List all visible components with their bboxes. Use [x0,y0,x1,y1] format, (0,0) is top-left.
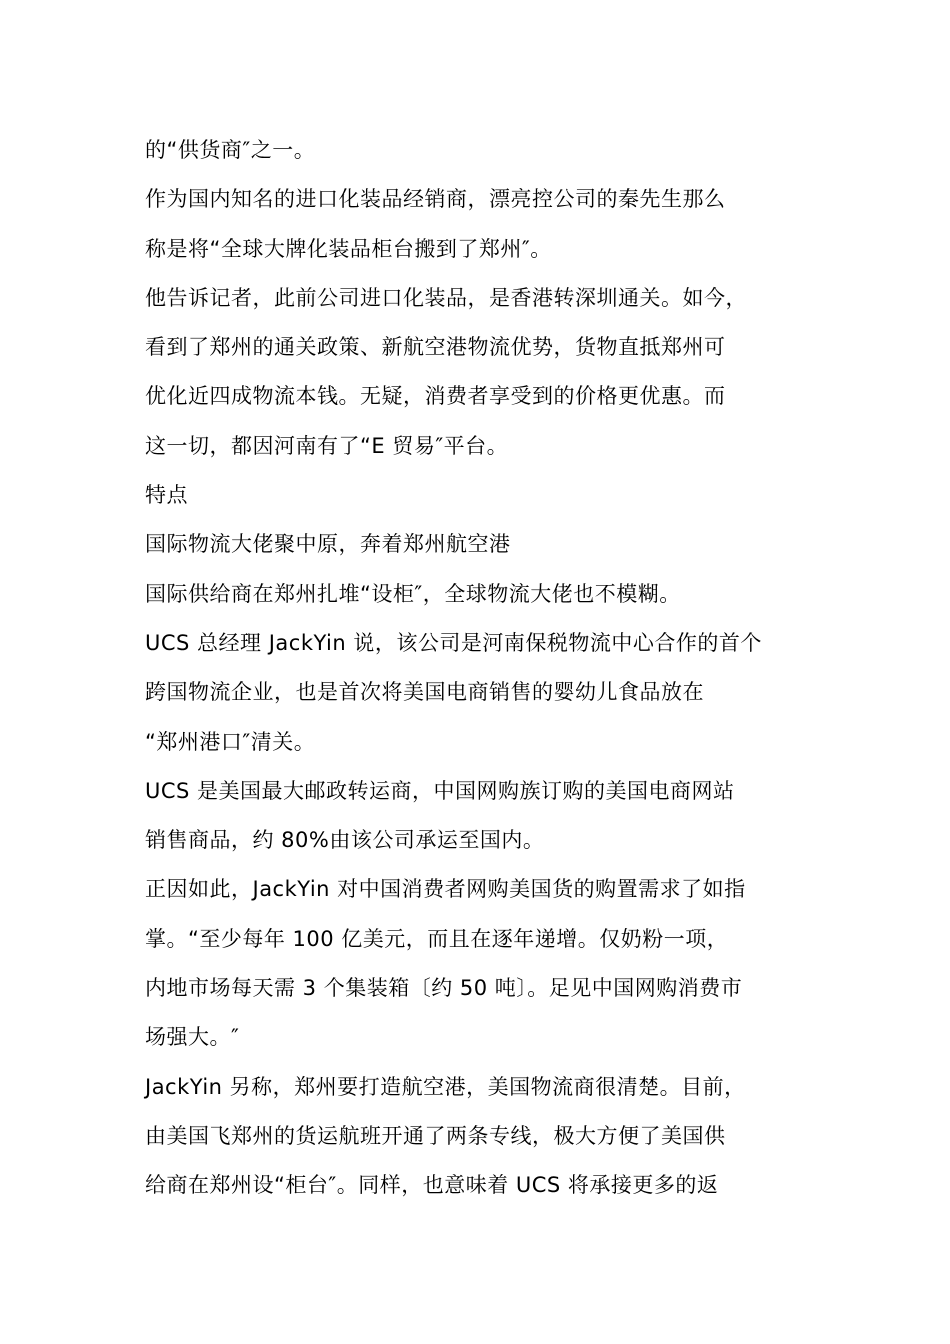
text-line: UCS 总经理 JackYin 说，该公司是河南保税物流中心合作的首个 [145,630,762,655]
text-line: 场强大。″ [145,1025,240,1050]
text-line: 掌。“至少每年 100 亿美元，而且在逐年递增。仅奶粉一项， [145,926,729,951]
text-line: UCS 是美国最大邮政转运商，中国网购族订购的美国电商网站 [145,778,735,803]
text-line: 称是将“全球大牌化装品柜台搬到了郑州″。 [145,236,552,261]
text-line: 销售商品，约 80%由该公司承运至国内。 [145,828,545,853]
text-line: JackYin 另称，郑州要打造航空港，美国物流商很清楚。目前， [145,1074,746,1099]
text-line: 内地市场每天需 3 个集装箱〔约 50 吨〕。足见中国网购消费市 [145,976,743,1001]
text-line: 国际供给商在郑州扎堆“设柜″，全球物流大佬也不模糊。 [145,581,681,606]
text-line: 这一切，都因河南有了“E 贸易″平台。 [145,433,509,458]
text-line: 由美国飞郑州的货运航班开通了两条专线，极大方便了美国供 [145,1123,726,1148]
subheading: 国际物流大佬聚中原，奔着郑州航空港 [145,532,511,557]
section-heading: 特点 [145,483,188,508]
text-line: 跨国物流企业，也是首次将美国电商销售的婴幼儿食品放在 [145,680,704,705]
text-line: 看到了郑州的通关政策、新航空港物流优势，货物直抵郑州可 [145,335,726,360]
text-line: 的“供货商″之一。 [145,138,316,162]
text-line: 正因如此，JackYin 对中国消费者网购美国货的购置需求了如指 [145,877,746,902]
text-line: 给商在郑州设“柜台″。同样，也意味着 UCS 将承接更多的返 [145,1173,719,1198]
text-line: 优化近四成物流本钱。无疑，消费者享受到的价格更优惠。而 [145,384,726,409]
body-text [145,126,835,1211]
text-line: “郑州港口″清关。 [145,729,316,754]
text-line: 他告诉记者，此前公司进口化装品，是香港转深圳通关。如今， [145,285,747,310]
text-line: 作为国内知名的进口化装品经销商，漂亮控公司的秦先生那么 [145,187,726,212]
